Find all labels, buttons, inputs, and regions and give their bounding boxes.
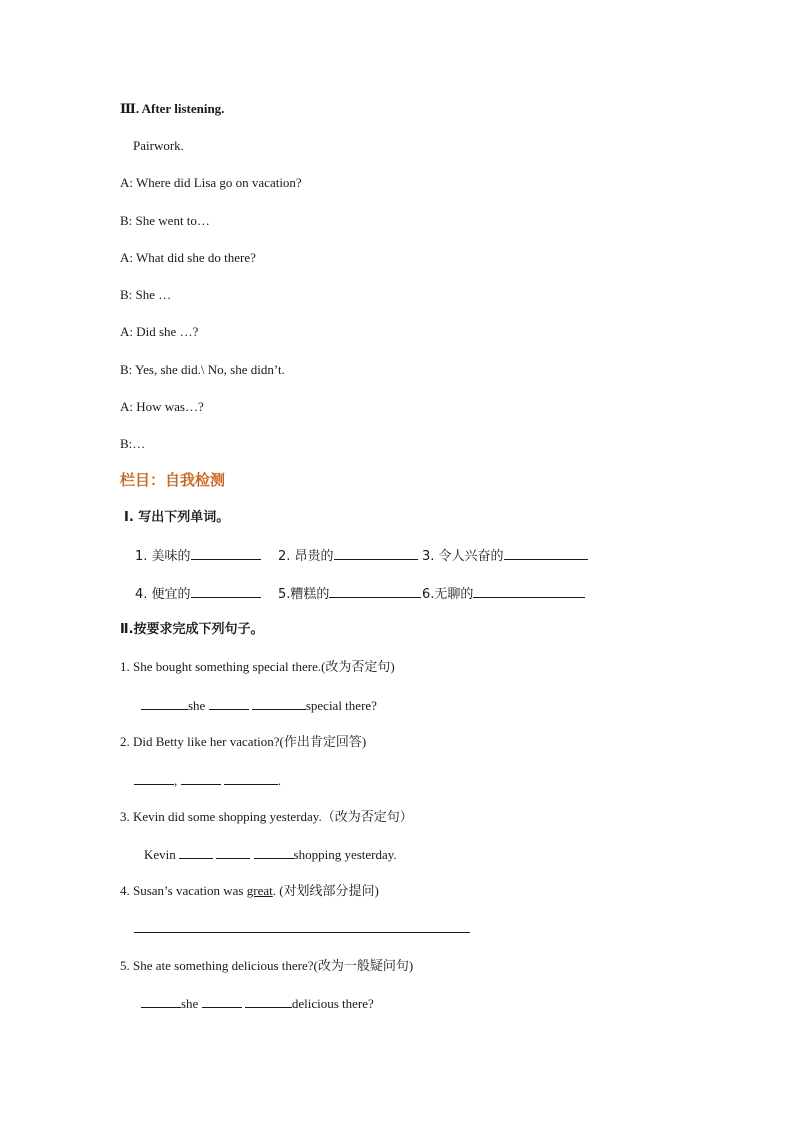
answer-word: Kevin bbox=[144, 847, 176, 862]
section-title: 栏目：自我检测 bbox=[120, 471, 226, 489]
answer-word: special there? bbox=[305, 698, 377, 713]
pairwork-label: Pairwork. bbox=[133, 138, 184, 153]
answer-blank[interactable] bbox=[179, 846, 213, 859]
question-5-prompt: 5. She ate something delicious there?(改为一般疑问句) bbox=[120, 958, 414, 973]
answer-word: she bbox=[181, 996, 199, 1011]
dialogue-line: A: What did she do there? bbox=[120, 250, 256, 265]
dialogue-line: A: Did she …? bbox=[120, 324, 199, 339]
prompt-text: . (对划线部分提问) bbox=[272, 883, 379, 898]
dialogue-line: B: Yes, she did.\ No, she didn’t. bbox=[120, 362, 285, 377]
word-item bbox=[135, 547, 261, 565]
word-prompt: 1. 美味的 bbox=[135, 549, 191, 564]
answer-blank[interactable] bbox=[334, 547, 418, 560]
answer-blank[interactable] bbox=[141, 995, 181, 1008]
question-3-prompt: 3. Kevin did some shopping yesterday.（改为否定句） bbox=[120, 809, 413, 824]
answer-blank[interactable] bbox=[224, 772, 278, 785]
word-item bbox=[278, 585, 421, 603]
answer-word: delicious there? bbox=[291, 996, 374, 1011]
answer-blank[interactable] bbox=[209, 697, 249, 710]
word-prompt: 6.无聊的 bbox=[422, 587, 474, 602]
word-item bbox=[278, 547, 418, 565]
answer-word: , bbox=[174, 773, 178, 788]
answer-word: . bbox=[277, 773, 281, 788]
answer-blank[interactable] bbox=[245, 995, 292, 1008]
question-2-prompt: 2. Did Betty like her vacation?(作出肯定回答) bbox=[120, 734, 367, 749]
question-3-answer bbox=[144, 846, 397, 863]
dialogue-line: A: Where did Lisa go on vacation? bbox=[120, 175, 302, 190]
question-1-prompt: 1. She bought something special there.(改为否定句) bbox=[120, 659, 395, 674]
word-prompt: 4. 便宜的 bbox=[135, 587, 191, 602]
answer-blank[interactable] bbox=[191, 585, 261, 598]
after-listening-heading: Ⅲ. After listening. bbox=[120, 101, 225, 116]
question-4-answer bbox=[134, 920, 470, 937]
answer-blank[interactable] bbox=[191, 547, 261, 560]
answer-blank[interactable] bbox=[329, 585, 421, 598]
answer-blank[interactable] bbox=[134, 772, 174, 785]
answer-word: she bbox=[188, 698, 206, 713]
answer-blank[interactable] bbox=[252, 697, 306, 710]
part2-heading: Ⅱ.按要求完成下列句子。 bbox=[120, 622, 264, 637]
answer-word: shopping yesterday. bbox=[293, 847, 397, 862]
answer-blank[interactable] bbox=[504, 547, 588, 560]
answer-blank[interactable] bbox=[473, 585, 585, 598]
word-prompt: 2. 昂贵的 bbox=[278, 549, 334, 564]
answer-blank[interactable] bbox=[202, 995, 242, 1008]
question-4-prompt bbox=[120, 883, 379, 899]
dialogue-line: B:… bbox=[120, 436, 146, 451]
answer-blank[interactable] bbox=[254, 846, 294, 859]
dialogue-line: A: How was…? bbox=[120, 399, 204, 414]
answer-blank[interactable] bbox=[181, 772, 221, 785]
part1-heading: Ⅰ. 写出下列单词。 bbox=[124, 510, 230, 525]
answer-blank[interactable] bbox=[216, 846, 250, 859]
question-2-answer bbox=[134, 772, 281, 789]
question-1-answer bbox=[141, 697, 377, 714]
word-item bbox=[422, 585, 585, 603]
underlined-word: great bbox=[246, 883, 273, 898]
question-5-answer bbox=[141, 995, 374, 1012]
word-item bbox=[135, 585, 261, 603]
word-prompt: 3. 令人兴奋的 bbox=[422, 549, 504, 564]
dialogue-line: B: She … bbox=[120, 287, 172, 302]
dialogue-line: B: She went to… bbox=[120, 213, 210, 228]
prompt-text: 4. Susan’s vacation was bbox=[120, 883, 247, 898]
answer-blank[interactable] bbox=[141, 697, 188, 710]
answer-blank[interactable] bbox=[134, 920, 470, 933]
word-item bbox=[422, 547, 588, 565]
word-prompt: 5.糟糕的 bbox=[278, 587, 330, 602]
